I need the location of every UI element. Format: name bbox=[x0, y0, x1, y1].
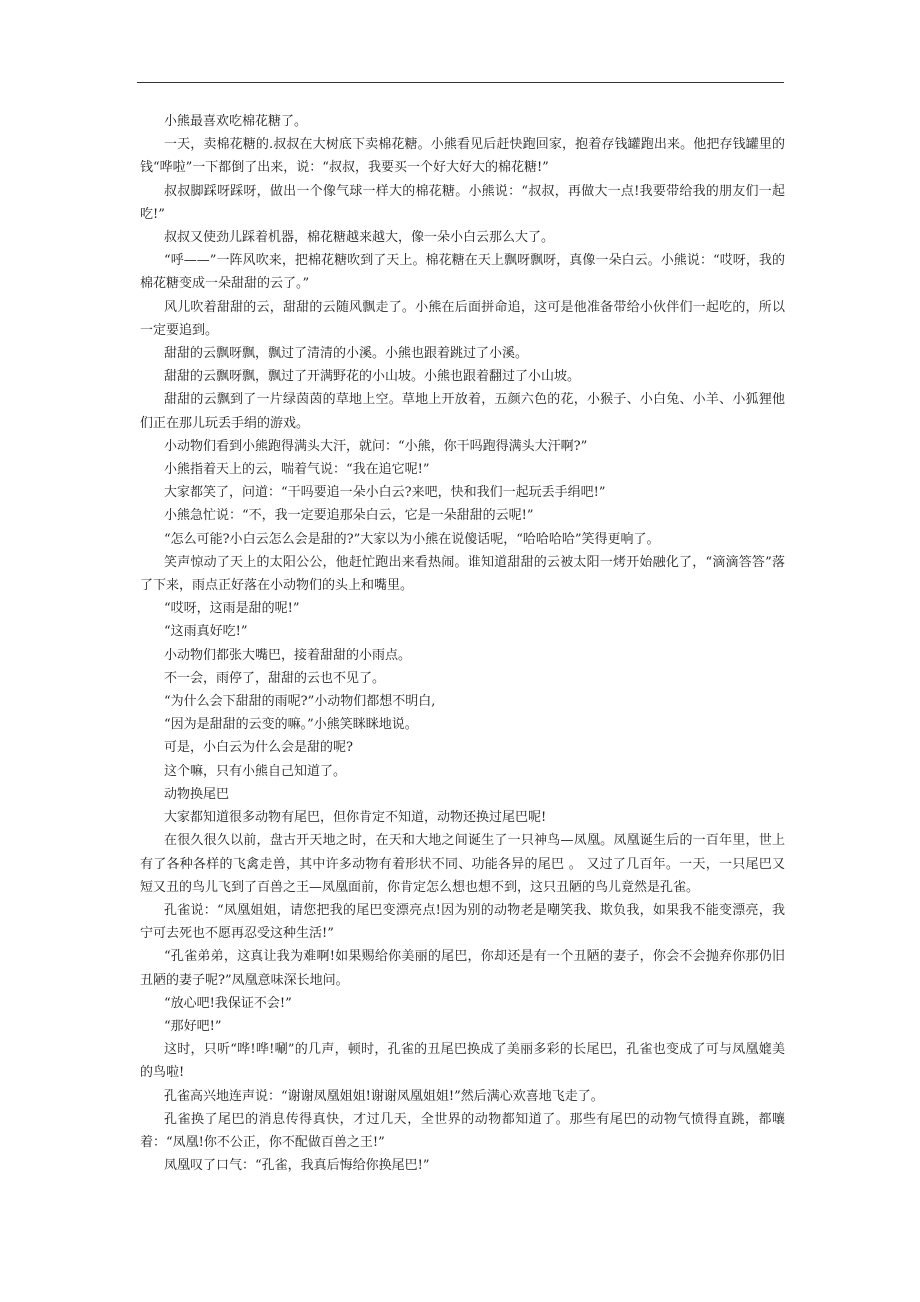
paragraph: “为什么会下甜甜的雨呢?”小动物们都想不明白, bbox=[164, 694, 436, 710]
paragraph: 甜甜的云飘呀飘，飘过了清清的小溪。小熊也跟着跳过了小溪。 bbox=[164, 346, 529, 362]
paragraph: “呼——”一阵风吹来，把棉花糖吹到了天上。棉花糖在天上飘呀飘呀，真像一朵白云。小熊说：“哎呀，我的棉花糖变成一朵甜甜的云了。” bbox=[140, 253, 785, 292]
paragraph: 小熊急忙说：“不，我一定要追那朵白云，它是一朵甜甜的云呢!” bbox=[164, 508, 534, 524]
paragraph: 甜甜的云飘呀飘，飘过了开满野花的小山坡。小熊也跟着翻过了小山坡。 bbox=[164, 369, 581, 385]
paragraph: 孔雀高兴地连声说：“谢谢凤凰姐姐!谢谢凤凰姐姐!”然后满心欢喜地飞走了。 bbox=[164, 1088, 604, 1104]
paragraph: 小动物们看到小熊跑得满头大汗，就问：“小熊，你干吗跑得满头大汗啊?” bbox=[164, 438, 588, 454]
paragraph: 叔叔脚踩呀踩呀，做出一个像气球一样大的棉花糖。小熊说：“叔叔，再做大一点!我要带给我的朋友们一起吃!” bbox=[140, 183, 785, 222]
paragraph: “那好吧!” bbox=[164, 1018, 222, 1034]
paragraph: 笑声惊动了天上的太阳公公，他赶忙跑出来看热闹。谁知道甜甜的云被太阳一烤开始融化了，“滴滴答答”落了下来，雨点正好落在小动物们的头上和嘴里。 bbox=[140, 554, 785, 594]
paragraph: 孔雀换了尾巴的消息传得真快，才过几天，全世界的动物都知道了。那些有尾巴的动物气愤得直跳，都嚷着：“凤凰!你不公正，你不配做百兽之王!” bbox=[140, 1111, 785, 1150]
paragraph: 大家都笑了，问道：“干吗要追一朵小白云?来吧，快和我们一起玩丢手绢吧!” bbox=[164, 485, 606, 501]
paragraph: 这时，只听“哗!哗!唰”的几声，顿时，孔雀的丑尾巴换成了美丽多彩的长尾巴，孔雀也变成了可与凤凰媲美的鸟啦! bbox=[140, 1042, 785, 1081]
paragraph: “哎呀，这雨是甜的呢!” bbox=[164, 601, 300, 617]
paragraph: 大家都知道很多动物有尾巴，但你肯定不知道，动物还换过尾巴呢! bbox=[164, 810, 547, 826]
paragraph: 叔叔又使劲儿踩着机器，棉花糖越来越大，像一朵小白云那么大了。 bbox=[164, 230, 555, 246]
paragraph: “孔雀弟弟，这真让我为难啊!如果赐给你美丽的尾巴，你却还是有一个丑陋的妻子，你会不会抛弃你那仍旧丑陋的妻子呢?”凤凰意味深长地问。 bbox=[140, 949, 785, 988]
paragraph: 小熊指着天上的云，喘着气说：“我在追它呢!” bbox=[164, 462, 430, 478]
paragraph: “放心吧!我保证不会!” bbox=[164, 995, 292, 1011]
paragraph: 甜甜的云飘到了一片绿茵茵的草地上空。草地上开放着，五颜六色的花，小猴子、小白兔、小羊、小狐狸他们正在那儿玩丢手绢的游戏。 bbox=[140, 392, 785, 431]
paragraph: 可是，小白云为什么会是甜的呢? bbox=[164, 740, 353, 756]
paragraph: 小动物们都张大嘴巴，接着甜甜的小雨点。 bbox=[164, 647, 412, 663]
paragraph: 小熊最喜欢吃棉花糖了。 bbox=[164, 114, 308, 129]
paragraph: 一天，卖棉花糖的.叔叔在大树底下卖棉花糖。小熊看见后赶快跑回家，抱着存钱罐跑出来。他把存钱罐里的钱“哗啦”一下都倒了出来，说：“叔叔，我要买一个好大好大的棉花糖!” bbox=[140, 137, 785, 176]
paragraph: 风儿吹着甜甜的云，甜甜的云随风飘走了。小熊在后面拼命追，这可是他准备带给小伙伴们一起吃的，所以一定要追到。 bbox=[140, 299, 785, 338]
paragraph: “因为是甜甜的云变的嘛。”小熊笑眯眯地说。 bbox=[164, 717, 418, 733]
paragraph: 这个嘛，只有小熊自己知道了。 bbox=[164, 763, 347, 779]
paragraph: “这雨真好吃!” bbox=[164, 624, 248, 640]
body-text bbox=[140, 110, 785, 1177]
paragraph: “怎么可能?小白云怎么会是甜的?”大家以为小熊在说傻话呢，“哈哈哈哈”笑得更响了。 bbox=[164, 531, 660, 547]
paragraph: 在很久很久以前，盘古开天地之时，在天和大地之间诞生了一只神鸟—凤凰。凤凰诞生后的一百年里，世上有了各种各样的飞禽走兽，其中许多动物有着形状不同、功能各异的尾巴 。 又过了几百年。一天，一只尾巴又短又丑的鸟儿飞到了百兽之王—凤凰面前，你肯定怎么想也想不到，这只丑陋的鸟儿竟然是孔雀。 bbox=[140, 833, 785, 895]
paragraph: 孔雀说：“凤凰姐姐，请您把我的尾巴变漂亮点!因为别的动物老是嘲笑我、欺负我，如果我不能变漂亮，我宁可去死也不愿再忍受这种生活!” bbox=[140, 902, 785, 942]
paragraph: 不一会，雨停了，甜甜的云也不见了。 bbox=[164, 670, 386, 686]
header-rule bbox=[137, 82, 784, 83]
paragraph: 凤凰叹了口气：“孔雀，我真后悔给你换尾巴!” bbox=[164, 1158, 430, 1174]
paragraph: 动物换尾巴 bbox=[164, 786, 230, 802]
